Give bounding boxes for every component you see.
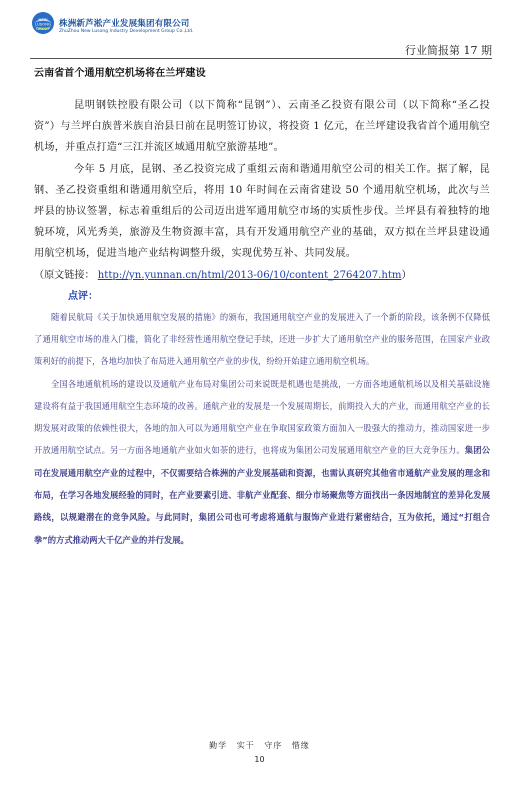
comment-emphasis: 集团公司在发展通用航空产业的过程中，不仅需要结合株洲的产业发展基础和资源，也需认真研究其他省市通航产业发展的理念和布局，在学习各地发展经验的同时，在产业要素引进、非航产业配套、细分市场聚焦等方面找出一条因地制宜的差异化发展路线，以规避潜在的竞争风险。与此同时，集团公司也可考虑将通航与服饰产业进行紧密结合，互为依托，通过“打组合拳”的方式推动两大千亿产业的并行发展。 (34, 445, 490, 545)
article-title: 云南省首个通用航空机场将在兰坪建设 (34, 68, 206, 79)
page-header (30, 10, 492, 58)
source-close: ） (401, 269, 412, 281)
issue-number: 行业简报第 17 期 (405, 44, 492, 57)
comment-text: 全国各地通航机场的建设以及通航产业布局对集团公司来说既是机遇也是挑战，一方面各地通航机场以及相关基础设施建设将有益于我国通用航空生态环境的改善。通航产业的发展是一个发展周期长，前期投入大的产业，而通用航空产业的长期发展对政策的依赖性很大，各地的加入可以为通用航空产业在争取国家政策方面加入一股强大的推动力，推动国家进一步开放通用航空试点。另一方面各地通航产业如火如荼的进行，也将成为集团公司发展通用航空产业的巨大竞争压力。 (34, 378, 490, 456)
footer-motto: 勤学 实干 守序 惜缘 (209, 741, 310, 750)
company-name-en: ZhuZhou New Lusong Industry Development Group Co.,Ltd. (59, 29, 194, 34)
page-number: 10 (254, 755, 265, 764)
company-logo (30, 10, 194, 44)
logo-word-3: GROUP (36, 26, 50, 31)
comment-paragraph: 随着民航局《关于加快通用航空发展的措施》的颁布，我国通用航空产业的发展进入了一个新的阶段，该条例不仅降低了通用航空市场的准入门槛，简化了非经营性通用航空登记手续，还进一步扩大了通用航空产业的服务范围，在国家产业政策利好的前提下，各地均加快了布局进入通用航空产业的步伐，纷纷开始建立通用航空机场。 (34, 311, 490, 367)
logo-word-2: LUSONG (35, 21, 51, 27)
comment-label: 点评： (68, 290, 98, 302)
article-paragraph: 昆明钢铁控股有限公司（以下简称“昆钢”）、云南圣乙投资有限公司（以下简称“圣乙投资”）与兰坪白族普米族自治县日前在昆明签订协议，将投资 1 亿元，在兰坪建设我省首个通用航空机场，并重点打造“三江并流区域通用航空旅游基地”。 (34, 100, 490, 154)
logo-word-1: NEW (38, 17, 48, 22)
source-label: （原文链接： (34, 269, 95, 281)
logo-mark-icon (30, 10, 56, 44)
header-divider (30, 58, 492, 59)
article-paragraph: 今年 5 月底，昆钢、圣乙投资完成了重组云南和谐通用航空公司的相关工作。据了解，昆钢、圣乙投资重组和谐通用航空后，将用 10 年时间在云南省建设 50 个通用航空机场，此次与兰坪县的协议签署，标志着重组后的公司迈出进军通用航空市场的实质性步伐。兰坪县有着独特的地貌环境，风光秀美，旅游及生物资源丰富，具有开发通用航空产业的基础，双方拟在兰坪县建设通用航空机场，促进当地产业结构调整升级，实现优势互补、共同发展。 (34, 163, 490, 260)
company-name-cn: 株洲新芦淞产业发展集团有限公司 (59, 18, 190, 29)
article-body (34, 64, 490, 551)
source-link[interactable]: http://yn.yunnan.cn/html/2013-06/10/content_2764207.htm (97, 269, 402, 281)
comment-paragraph (34, 373, 490, 551)
source-line (34, 265, 490, 286)
